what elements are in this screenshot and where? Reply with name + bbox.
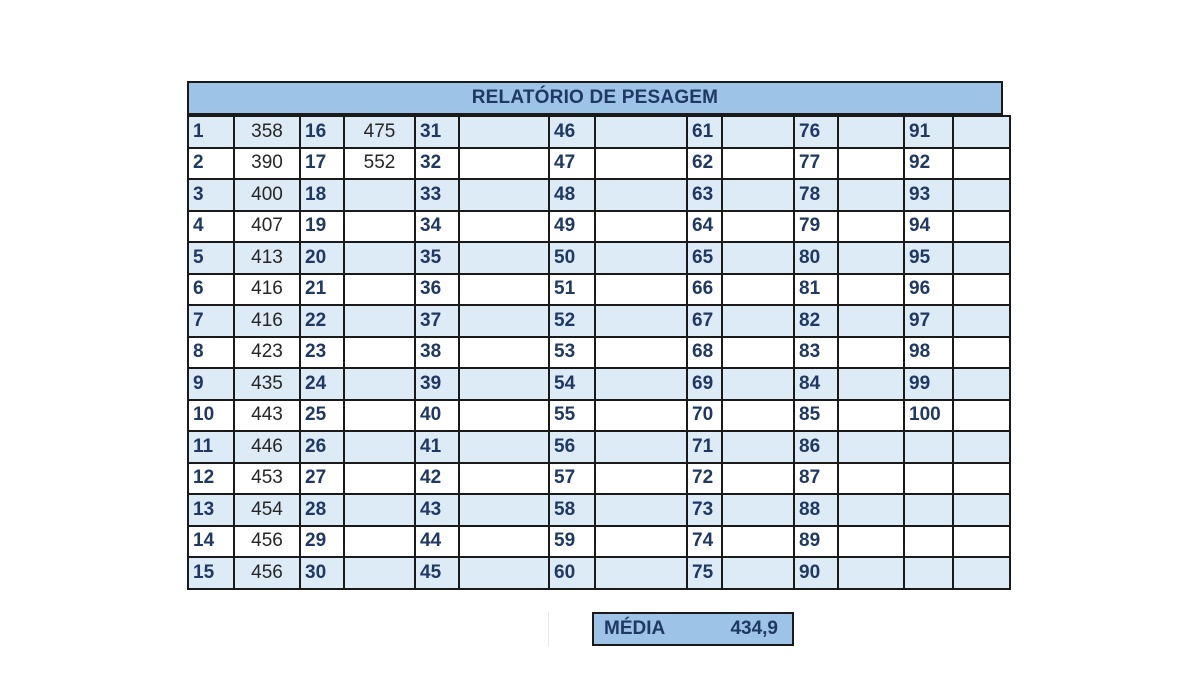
row-number-cell[interactable]: 54 — [549, 368, 595, 400]
average-box — [592, 612, 794, 646]
weight-cell[interactable] — [722, 337, 794, 369]
row-number-cell[interactable]: 44 — [415, 526, 459, 558]
row-number-cell[interactable]: 78 — [794, 179, 838, 211]
row-number-cell[interactable]: 27 — [300, 463, 344, 495]
weight-cell[interactable] — [595, 526, 687, 558]
row-number-cell[interactable]: 88 — [794, 494, 838, 526]
weight-cell[interactable] — [344, 337, 415, 369]
weight-cell[interactable] — [595, 431, 687, 463]
row-number-cell[interactable]: 70 — [687, 400, 722, 432]
weight-cell[interactable] — [344, 211, 415, 243]
row-number-cell[interactable]: 73 — [687, 494, 722, 526]
row-number-cell[interactable]: 47 — [549, 148, 595, 180]
table-row — [188, 116, 1010, 148]
row-number-cell[interactable]: 11 — [188, 431, 234, 463]
row-number-cell[interactable]: 89 — [794, 526, 838, 558]
row-number-cell[interactable]: 90 — [794, 557, 838, 589]
row-number-cell[interactable]: 99 — [904, 368, 953, 400]
weight-cell[interactable]: 435 — [234, 368, 300, 400]
row-number-cell[interactable]: 97 — [904, 305, 953, 337]
weight-cell[interactable] — [838, 274, 904, 306]
row-number-cell[interactable]: 83 — [794, 337, 838, 369]
row-number-cell[interactable]: 30 — [300, 557, 344, 589]
weight-cell[interactable] — [838, 179, 904, 211]
weight-cell[interactable] — [722, 116, 794, 148]
weight-cell[interactable] — [838, 463, 904, 495]
row-number-cell[interactable]: 52 — [549, 305, 595, 337]
row-number-cell[interactable]: 3 — [188, 179, 234, 211]
row-number-cell[interactable]: 43 — [415, 494, 459, 526]
row-number-cell[interactable]: 45 — [415, 557, 459, 589]
row-number-cell[interactable]: 66 — [687, 274, 722, 306]
weight-cell[interactable] — [344, 274, 415, 306]
weight-cell[interactable] — [722, 305, 794, 337]
table-row — [188, 431, 1010, 463]
table-row — [188, 211, 1010, 243]
row-number-cell[interactable] — [904, 431, 953, 463]
weight-cell[interactable]: 446 — [234, 431, 300, 463]
weight-cell[interactable] — [344, 368, 415, 400]
weight-cell[interactable]: 454 — [234, 494, 300, 526]
weight-cell[interactable] — [722, 494, 794, 526]
row-number-cell[interactable]: 39 — [415, 368, 459, 400]
row-number-cell[interactable]: 77 — [794, 148, 838, 180]
weight-cell[interactable]: 407 — [234, 211, 300, 243]
table-row — [188, 368, 1010, 400]
row-number-cell[interactable]: 16 — [300, 116, 344, 148]
row-number-cell[interactable]: 96 — [904, 274, 953, 306]
weight-cell[interactable] — [595, 179, 687, 211]
row-number-cell[interactable]: 100 — [904, 400, 953, 432]
row-number-cell[interactable]: 48 — [549, 179, 595, 211]
row-number-cell[interactable]: 81 — [794, 274, 838, 306]
row-number-cell[interactable]: 49 — [549, 211, 595, 243]
weight-cell[interactable] — [344, 400, 415, 432]
row-number-cell[interactable]: 56 — [549, 431, 595, 463]
weight-cell[interactable] — [459, 211, 549, 243]
table-row — [188, 337, 1010, 369]
weight-cell[interactable] — [953, 211, 1010, 243]
row-number-cell[interactable]: 75 — [687, 557, 722, 589]
weight-cell[interactable] — [459, 305, 549, 337]
weight-cell[interactable]: 358 — [234, 116, 300, 148]
row-number-cell[interactable]: 31 — [415, 116, 459, 148]
weight-cell[interactable] — [595, 463, 687, 495]
row-number-cell[interactable] — [904, 557, 953, 589]
weight-cell[interactable]: 413 — [234, 242, 300, 274]
table-row — [188, 557, 1010, 589]
weight-cell[interactable] — [722, 368, 794, 400]
weight-cell[interactable] — [953, 463, 1010, 495]
row-number-cell[interactable]: 72 — [687, 463, 722, 495]
row-number-cell[interactable]: 50 — [549, 242, 595, 274]
average-label: MÉDIA — [604, 618, 666, 639]
row-number-cell[interactable]: 13 — [188, 494, 234, 526]
weight-cell[interactable] — [953, 400, 1010, 432]
weight-cell[interactable] — [838, 211, 904, 243]
row-number-cell[interactable]: 61 — [687, 116, 722, 148]
weight-cell[interactable] — [838, 368, 904, 400]
weight-cell[interactable] — [344, 463, 415, 495]
row-number-cell[interactable]: 71 — [687, 431, 722, 463]
weight-cell[interactable] — [459, 368, 549, 400]
row-number-cell[interactable]: 85 — [794, 400, 838, 432]
weight-cell[interactable] — [344, 526, 415, 558]
weight-cell[interactable] — [344, 242, 415, 274]
table-row — [188, 179, 1010, 211]
row-number-cell[interactable]: 40 — [415, 400, 459, 432]
table-row — [188, 526, 1010, 558]
weight-cell[interactable] — [953, 557, 1010, 589]
row-number-cell[interactable]: 32 — [415, 148, 459, 180]
weight-cell[interactable] — [459, 400, 549, 432]
table-row — [188, 305, 1010, 337]
weight-cell[interactable] — [722, 557, 794, 589]
weight-cell[interactable] — [459, 274, 549, 306]
table-row — [188, 242, 1010, 274]
row-number-cell[interactable]: 57 — [549, 463, 595, 495]
row-number-cell[interactable]: 86 — [794, 431, 838, 463]
weight-cell[interactable] — [953, 494, 1010, 526]
row-number-cell[interactable]: 62 — [687, 148, 722, 180]
row-number-cell[interactable]: 65 — [687, 242, 722, 274]
row-number-cell[interactable]: 94 — [904, 211, 953, 243]
row-number-cell[interactable]: 64 — [687, 211, 722, 243]
weight-cell[interactable] — [595, 242, 687, 274]
row-number-cell[interactable] — [904, 526, 953, 558]
weight-cell[interactable] — [838, 305, 904, 337]
row-number-cell[interactable]: 91 — [904, 116, 953, 148]
row-number-cell[interactable]: 93 — [904, 179, 953, 211]
gridline-fragment — [548, 612, 549, 646]
row-number-cell[interactable]: 15 — [188, 557, 234, 589]
weight-cell[interactable] — [838, 337, 904, 369]
weight-cell[interactable] — [838, 526, 904, 558]
row-number-cell[interactable]: 6 — [188, 274, 234, 306]
weighing-table-body — [188, 116, 1010, 589]
report-title: RELATÓRIO DE PESAGEM — [187, 81, 1003, 115]
weight-cell[interactable] — [459, 431, 549, 463]
weight-cell[interactable] — [344, 431, 415, 463]
weight-cell[interactable] — [459, 148, 549, 180]
row-number-cell[interactable]: 26 — [300, 431, 344, 463]
row-number-cell[interactable]: 5 — [188, 242, 234, 274]
weight-cell[interactable] — [595, 116, 687, 148]
weight-cell[interactable] — [595, 400, 687, 432]
row-number-cell[interactable] — [904, 463, 953, 495]
weight-cell[interactable] — [595, 557, 687, 589]
weight-cell[interactable] — [459, 557, 549, 589]
row-number-cell[interactable]: 9 — [188, 368, 234, 400]
weight-cell[interactable] — [344, 494, 415, 526]
row-number-cell[interactable]: 42 — [415, 463, 459, 495]
row-number-cell[interactable]: 22 — [300, 305, 344, 337]
row-number-cell[interactable]: 63 — [687, 179, 722, 211]
row-number-cell[interactable]: 10 — [188, 400, 234, 432]
weight-cell[interactable] — [838, 242, 904, 274]
weight-cell[interactable] — [459, 337, 549, 369]
weight-cell[interactable]: 552 — [344, 148, 415, 180]
row-number-cell[interactable]: 37 — [415, 305, 459, 337]
weight-cell[interactable] — [459, 463, 549, 495]
row-number-cell[interactable]: 36 — [415, 274, 459, 306]
row-number-cell[interactable]: 18 — [300, 179, 344, 211]
weight-cell[interactable] — [459, 179, 549, 211]
row-number-cell[interactable]: 7 — [188, 305, 234, 337]
row-number-cell[interactable]: 59 — [549, 526, 595, 558]
row-number-cell[interactable]: 95 — [904, 242, 953, 274]
row-number-cell[interactable]: 8 — [188, 337, 234, 369]
weight-cell[interactable] — [722, 179, 794, 211]
row-number-cell[interactable]: 24 — [300, 368, 344, 400]
weight-cell[interactable]: 400 — [234, 179, 300, 211]
row-number-cell[interactable]: 19 — [300, 211, 344, 243]
weighing-report-sheet — [187, 81, 1003, 590]
row-number-cell[interactable]: 84 — [794, 368, 838, 400]
weight-cell[interactable] — [838, 431, 904, 463]
weight-cell[interactable] — [459, 526, 549, 558]
weight-cell[interactable] — [459, 494, 549, 526]
weight-cell[interactable] — [953, 179, 1010, 211]
table-row — [188, 148, 1010, 180]
weight-cell[interactable] — [953, 305, 1010, 337]
weight-cell[interactable]: 416 — [234, 305, 300, 337]
row-number-cell[interactable]: 33 — [415, 179, 459, 211]
row-number-cell[interactable]: 67 — [687, 305, 722, 337]
weight-cell[interactable] — [459, 116, 549, 148]
row-number-cell[interactable]: 35 — [415, 242, 459, 274]
weight-cell[interactable] — [838, 494, 904, 526]
weight-cell[interactable] — [953, 116, 1010, 148]
row-number-cell[interactable]: 76 — [794, 116, 838, 148]
row-number-cell[interactable]: 98 — [904, 337, 953, 369]
weight-cell[interactable] — [344, 305, 415, 337]
row-number-cell[interactable]: 28 — [300, 494, 344, 526]
row-number-cell[interactable]: 80 — [794, 242, 838, 274]
weight-cell[interactable] — [722, 463, 794, 495]
weight-cell[interactable] — [838, 557, 904, 589]
weight-cell[interactable] — [953, 431, 1010, 463]
weight-cell[interactable] — [953, 526, 1010, 558]
row-number-cell[interactable]: 79 — [794, 211, 838, 243]
row-number-cell[interactable]: 55 — [549, 400, 595, 432]
weight-cell[interactable]: 456 — [234, 526, 300, 558]
weight-cell[interactable] — [722, 148, 794, 180]
row-number-cell[interactable]: 14 — [188, 526, 234, 558]
weight-cell[interactable] — [722, 526, 794, 558]
weight-cell[interactable] — [953, 368, 1010, 400]
table-row — [188, 463, 1010, 495]
row-number-cell[interactable]: 51 — [549, 274, 595, 306]
weight-cell[interactable] — [722, 211, 794, 243]
weight-cell[interactable] — [344, 179, 415, 211]
weight-cell[interactable]: 453 — [234, 463, 300, 495]
weight-cell[interactable] — [344, 557, 415, 589]
table-row — [188, 400, 1010, 432]
weight-cell[interactable] — [953, 242, 1010, 274]
row-number-cell[interactable]: 53 — [549, 337, 595, 369]
weight-cell[interactable] — [595, 337, 687, 369]
row-number-cell[interactable] — [904, 494, 953, 526]
row-number-cell[interactable]: 38 — [415, 337, 459, 369]
weight-cell[interactable] — [953, 274, 1010, 306]
weight-cell[interactable] — [838, 148, 904, 180]
row-number-cell[interactable]: 12 — [188, 463, 234, 495]
average-value: 434,9 — [730, 618, 778, 639]
weight-cell[interactable]: 416 — [234, 274, 300, 306]
weight-cell[interactable]: 456 — [234, 557, 300, 589]
row-number-cell[interactable]: 68 — [687, 337, 722, 369]
row-number-cell[interactable]: 4 — [188, 211, 234, 243]
row-number-cell[interactable]: 82 — [794, 305, 838, 337]
weight-cell[interactable] — [595, 148, 687, 180]
row-number-cell[interactable]: 23 — [300, 337, 344, 369]
weight-cell[interactable] — [953, 148, 1010, 180]
row-number-cell[interactable]: 21 — [300, 274, 344, 306]
row-number-cell[interactable]: 20 — [300, 242, 344, 274]
weight-cell[interactable]: 443 — [234, 400, 300, 432]
row-number-cell[interactable]: 41 — [415, 431, 459, 463]
weight-cell[interactable] — [595, 305, 687, 337]
row-number-cell[interactable]: 58 — [549, 494, 595, 526]
row-number-cell[interactable]: 87 — [794, 463, 838, 495]
weight-cell[interactable]: 390 — [234, 148, 300, 180]
row-number-cell[interactable]: 2 — [188, 148, 234, 180]
weight-cell[interactable] — [722, 242, 794, 274]
weight-cell[interactable] — [595, 494, 687, 526]
weight-cell[interactable] — [722, 274, 794, 306]
row-number-cell[interactable]: 69 — [687, 368, 722, 400]
weight-cell[interactable] — [459, 242, 549, 274]
weight-cell[interactable] — [838, 116, 904, 148]
row-number-cell[interactable]: 17 — [300, 148, 344, 180]
row-number-cell[interactable]: 46 — [549, 116, 595, 148]
weight-cell[interactable] — [838, 400, 904, 432]
row-number-cell[interactable]: 92 — [904, 148, 953, 180]
weight-cell[interactable] — [595, 211, 687, 243]
row-number-cell[interactable]: 60 — [549, 557, 595, 589]
row-number-cell[interactable]: 1 — [188, 116, 234, 148]
row-number-cell[interactable]: 29 — [300, 526, 344, 558]
weight-cell[interactable] — [722, 400, 794, 432]
weight-cell[interactable] — [595, 368, 687, 400]
weight-cell[interactable] — [953, 337, 1010, 369]
weighing-table — [187, 115, 1011, 590]
row-number-cell[interactable]: 34 — [415, 211, 459, 243]
weight-cell[interactable]: 475 — [344, 116, 415, 148]
table-row — [188, 274, 1010, 306]
weight-cell[interactable] — [722, 431, 794, 463]
weight-cell[interactable] — [595, 274, 687, 306]
weight-cell[interactable]: 423 — [234, 337, 300, 369]
table-row — [188, 494, 1010, 526]
row-number-cell[interactable]: 74 — [687, 526, 722, 558]
row-number-cell[interactable]: 25 — [300, 400, 344, 432]
